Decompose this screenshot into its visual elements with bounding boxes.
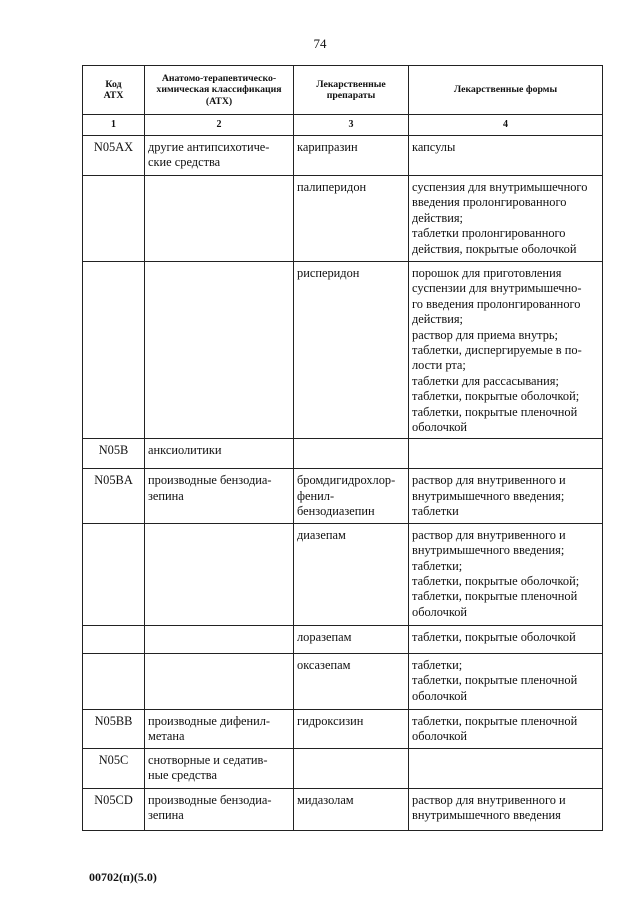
atx-classification-cell xyxy=(145,262,294,439)
atx-code-cell: N05C xyxy=(83,748,145,788)
atx-classification-cell: производные дифенил- метана xyxy=(145,709,294,748)
drug-name-cell: гидроксизин xyxy=(294,709,409,748)
atx-classification-cell: производные бензодиа- зепина xyxy=(145,788,294,830)
atx-code-cell: N05BA xyxy=(83,469,145,523)
drug-name-cell: рисперидон xyxy=(294,262,409,439)
atx-code-cell: N05CD xyxy=(83,788,145,830)
drug-name-cell: оксазепам xyxy=(294,653,409,709)
column-number: 2 xyxy=(145,115,294,136)
atx-code-cell xyxy=(83,262,145,439)
drug-name-cell: мидазолам xyxy=(294,788,409,830)
atx-code-cell xyxy=(83,523,145,625)
table-header-row xyxy=(83,66,603,115)
header-atx-code: Код АТХ xyxy=(83,66,145,115)
column-number: 4 xyxy=(409,115,603,136)
atx-classification-cell: снотворные и седатив- ные средства xyxy=(145,748,294,788)
header-drugs: Лекарственные препараты xyxy=(294,66,409,115)
drug-name-cell xyxy=(294,748,409,788)
atx-classification-cell: производные бензодиа- зепина xyxy=(145,469,294,523)
dosage-forms-cell: суспензия для внутримышечного введения пролонгированного действия; таблетки пролонгированного действия, покрытые оболочкой xyxy=(409,176,603,262)
drug-name-cell: бромдигидрохлор- фенил- бензодиазепин xyxy=(294,469,409,523)
atx-classification-cell xyxy=(145,625,294,653)
atx-classification-cell: другие антипсихотиче- ские средства xyxy=(145,136,294,176)
atx-code-cell xyxy=(83,625,145,653)
column-number: 3 xyxy=(294,115,409,136)
dosage-forms-cell: таблетки; таблетки, покрытые пленочной оболочкой xyxy=(409,653,603,709)
table-row xyxy=(83,625,603,653)
table-row xyxy=(83,262,603,439)
dosage-forms-cell: порошок для приготовления суспензии для внутримышечно- го введения пролонгированного действия; раствор для приема внутрь; таблетки, диспергируемые в по- лости рта; таблетки для рассасывания; таблетки, покрытые оболочкой; таблетки, покрытые пленочной оболочкой xyxy=(409,262,603,439)
table-row xyxy=(83,469,603,523)
dosage-forms-cell: раствор для внутривенного и внутримышечного введения xyxy=(409,788,603,830)
table-row xyxy=(83,748,603,788)
table-row xyxy=(83,176,603,262)
column-number: 1 xyxy=(83,115,145,136)
atx-code-cell: N05BB xyxy=(83,709,145,748)
atx-code-cell: N05AX xyxy=(83,136,145,176)
dosage-forms-cell: таблетки, покрытые оболочкой xyxy=(409,625,603,653)
header-dosage-forms: Лекарственные формы xyxy=(409,66,603,115)
atx-classification-cell: анксиолитики xyxy=(145,439,294,469)
column-number-row xyxy=(83,115,603,136)
atx-classification-cell xyxy=(145,653,294,709)
header-atx-classification: Анатомо-терапевтическо- химическая классификация (АТХ) xyxy=(145,66,294,115)
dosage-forms-cell xyxy=(409,748,603,788)
dosage-forms-cell xyxy=(409,439,603,469)
table-row xyxy=(83,136,603,176)
document-footer-code: 00702(п)(5.0) xyxy=(89,870,157,884)
atx-classification-cell xyxy=(145,176,294,262)
atx-classification-cell xyxy=(145,523,294,625)
atx-code-cell: N05B xyxy=(83,439,145,469)
drug-name-cell: диазепам xyxy=(294,523,409,625)
table-row xyxy=(83,653,603,709)
atx-code-cell xyxy=(83,653,145,709)
drug-name-cell: палиперидон xyxy=(294,176,409,262)
table-row xyxy=(83,709,603,748)
dosage-forms-cell: раствор для внутривенного и внутримышечного введения; таблетки; таблетки, покрытые оболочкой; таблетки, покрытые пленочной оболочкой xyxy=(409,523,603,625)
drug-name-cell xyxy=(294,439,409,469)
atx-table xyxy=(82,65,603,831)
table-row xyxy=(83,788,603,830)
drug-name-cell: лоразепам xyxy=(294,625,409,653)
table-row xyxy=(83,523,603,625)
drug-name-cell: карипразин xyxy=(294,136,409,176)
dosage-forms-cell: раствор для внутривенного и внутримышечного введения; таблетки xyxy=(409,469,603,523)
dosage-forms-cell: таблетки, покрытые пленочной оболочкой xyxy=(409,709,603,748)
table-row xyxy=(83,439,603,469)
page-number: 74 xyxy=(313,36,327,51)
dosage-forms-cell: капсулы xyxy=(409,136,603,176)
atx-code-cell xyxy=(83,176,145,262)
